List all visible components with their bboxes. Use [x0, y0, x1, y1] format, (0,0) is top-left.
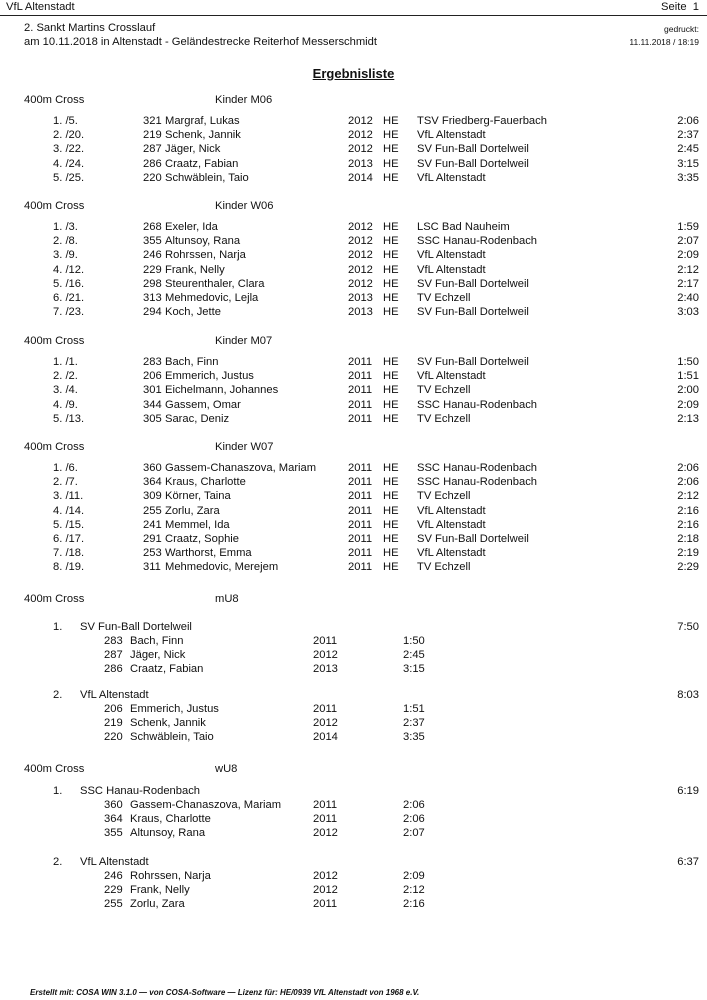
team-member-year: 2012: [313, 717, 338, 730]
result-bib: 287: [143, 143, 162, 156]
result-state: HE: [383, 370, 399, 383]
result-place: 8. /19.: [53, 561, 85, 574]
team-member-year: 2012: [313, 870, 338, 882]
result-place: 4. /12.: [53, 263, 85, 276]
result-club: VfL Altenstadt: [417, 171, 486, 184]
result-name: Frank, Nelly: [165, 263, 225, 276]
team-member-time: 1:51: [403, 703, 425, 715]
team-member-name: Kraus, Charlotte: [130, 813, 211, 826]
result-name: Warthorst, Emma: [165, 547, 252, 560]
team-member-bib: 246: [104, 870, 123, 882]
result-time: 3:35: [677, 171, 699, 184]
result-state: HE: [383, 561, 399, 574]
team-section-class: mU8: [215, 593, 239, 605]
team-member-time: 2:09: [403, 870, 425, 882]
result-time: 2:16: [677, 504, 699, 517]
team-section-class: wU8: [215, 763, 238, 775]
team-section-distance: 400m Cross: [24, 593, 85, 605]
team-member-time: 2:06: [403, 799, 425, 811]
result-club: SV Fun-Ball Dortelweil: [417, 143, 529, 156]
result-state: HE: [383, 235, 399, 248]
result-name: Mehmedovic, Merejem: [165, 561, 279, 574]
team-member-year: 2011: [313, 635, 338, 647]
result-state: HE: [383, 504, 399, 517]
result-bib: 294: [143, 306, 162, 319]
result-place: 5. /13.: [53, 412, 85, 425]
section-distance: 400m Cross: [24, 94, 85, 106]
footer-credit: Erstellt mit: COSA WIN 3.1.0 — von COSA-Software — Lizenz für: HE/0939 VfL Altenstadt von 1968 e.V.: [30, 988, 420, 997]
team-member-bib: 229: [104, 884, 123, 897]
result-year: 2011: [348, 476, 373, 489]
result-club: VfL Altenstadt: [417, 263, 486, 276]
result-place: 2. /7.: [53, 476, 78, 489]
result-year: 2012: [348, 221, 373, 233]
result-club: VfL Altenstadt: [417, 518, 486, 531]
result-state: HE: [383, 143, 399, 156]
result-time: 2:17: [677, 277, 699, 290]
result-state: HE: [383, 533, 399, 545]
result-name: Steurenthaler, Clara: [165, 277, 265, 290]
result-year: 2011: [348, 533, 373, 545]
team-member-time: 3:15: [403, 663, 425, 676]
result-place: 6. /17.: [53, 533, 85, 545]
result-bib: 311: [143, 561, 161, 574]
result-name: Mehmedovic, Lejla: [165, 292, 259, 304]
printed-date: 11.11.2018 / 18:19: [629, 37, 699, 47]
result-time: 2:09: [677, 249, 699, 262]
result-time: 2:19: [677, 547, 699, 560]
result-place: 4. /24.: [53, 157, 85, 170]
result-place: 2. /8.: [53, 235, 78, 248]
result-time: 2:07: [677, 235, 699, 248]
page-label: Seite: [661, 1, 687, 13]
team-member-name: Rohrssen, Narja: [130, 870, 211, 882]
result-club: TV Echzell: [417, 561, 471, 574]
result-name: Memmel, Ida: [165, 518, 230, 531]
team-member-time: 2:06: [403, 813, 425, 826]
result-club: VfL Altenstadt: [417, 547, 486, 560]
result-bib: 355: [143, 235, 162, 248]
result-year: 2012: [348, 129, 373, 142]
printed-label: gedruckt:: [664, 24, 699, 34]
team-member-bib: 255: [104, 898, 123, 911]
result-club: SV Fun-Ball Dortelweil: [417, 356, 529, 368]
team-member-bib: 360: [104, 799, 123, 811]
team-member-name: Jäger, Nick: [130, 649, 186, 662]
result-state: HE: [383, 412, 399, 425]
section-distance: 400m Cross: [24, 335, 85, 347]
result-state: HE: [383, 292, 399, 304]
result-year: 2011: [348, 561, 373, 574]
result-place: 7. /18.: [53, 547, 85, 560]
result-bib: 298: [143, 277, 162, 290]
result-name: Emmerich, Justus: [165, 370, 254, 383]
result-name: Gassem-Chanaszova, Mariam: [165, 462, 317, 474]
result-bib: 301: [143, 384, 162, 397]
result-time: 1:51: [677, 370, 699, 383]
result-club: SV Fun-Ball Dortelweil: [417, 157, 529, 170]
team-place: 2.: [53, 689, 63, 701]
result-time: 2:16: [677, 518, 699, 531]
result-place: 3. /22.: [53, 143, 85, 156]
team-club: SV Fun-Ball Dortelweil: [80, 621, 192, 633]
result-bib: 219: [143, 129, 162, 142]
result-club: VfL Altenstadt: [417, 249, 486, 262]
result-bib: 321: [143, 115, 162, 127]
result-name: Craatz, Fabian: [165, 157, 239, 170]
team-member-name: Craatz, Fabian: [130, 663, 204, 676]
team-club: VfL Altenstadt: [80, 856, 149, 868]
result-state: HE: [383, 398, 399, 411]
section-class: Kinder M07: [215, 335, 273, 347]
result-time: 2:06: [677, 476, 699, 489]
result-name: Zorlu, Zara: [165, 504, 220, 517]
team-member-time: 2:07: [403, 827, 425, 840]
team-member-year: 2013: [313, 663, 338, 676]
result-state: HE: [383, 221, 399, 233]
page-number: 1: [692, 1, 699, 13]
result-place: 1. /1.: [53, 356, 78, 368]
result-time: 2:13: [677, 412, 699, 425]
team-member-time: 2:12: [403, 884, 425, 897]
result-state: HE: [383, 306, 399, 319]
header-club: VfL Altenstadt: [6, 1, 75, 13]
team-member-year: 2011: [313, 898, 338, 911]
header-rule: [0, 15, 707, 16]
result-state: HE: [383, 129, 399, 142]
team-member-year: 2012: [313, 884, 338, 897]
result-year: 2012: [348, 249, 373, 262]
team-member-name: Zorlu, Zara: [130, 898, 185, 911]
result-year: 2011: [348, 412, 373, 425]
team-member-name: Bach, Finn: [130, 635, 184, 647]
result-place: 4. /14.: [53, 504, 85, 517]
result-state: HE: [383, 263, 399, 276]
team-place: 1.: [53, 621, 63, 633]
result-club: VfL Altenstadt: [417, 129, 486, 142]
result-name: Eichelmann, Johannes: [165, 384, 279, 397]
result-place: 3. /11.: [53, 490, 84, 503]
result-place: 7. /23.: [53, 306, 85, 319]
team-member-year: 2011: [313, 813, 338, 826]
result-year: 2011: [348, 384, 373, 397]
result-state: HE: [383, 490, 399, 503]
result-year: 2011: [348, 398, 373, 411]
result-club: LSC Bad Nauheim: [417, 221, 510, 233]
page-indicator: [661, 0, 699, 14]
result-name: Altunsoy, Rana: [165, 235, 241, 248]
team-section-distance: 400m Cross: [24, 763, 85, 775]
team-member-year: 2012: [313, 649, 338, 662]
result-club: TSV Friedberg-Fauerbach: [417, 115, 547, 127]
result-club: VfL Altenstadt: [417, 504, 486, 517]
section-distance: 400m Cross: [24, 200, 85, 212]
team-member-name: Schwäblein, Taio: [130, 731, 214, 744]
result-time: 2:40: [677, 292, 699, 304]
team-total: 8:03: [677, 689, 699, 701]
result-time: 2:06: [677, 115, 699, 127]
team-member-time: 3:35: [403, 731, 425, 744]
result-name: Koch, Jette: [165, 306, 221, 319]
result-year: 2013: [348, 306, 373, 319]
team-club: SSC Hanau-Rodenbach: [80, 785, 201, 797]
result-club: VfL Altenstadt: [417, 370, 486, 383]
team-member-bib: 206: [104, 703, 123, 715]
result-bib: 313: [143, 292, 162, 304]
result-time: 2:45: [677, 143, 699, 156]
result-place: 2. /2.: [53, 370, 78, 383]
result-place: 5. /15.: [53, 518, 85, 531]
result-time: 2:29: [677, 561, 699, 574]
result-time: 2:09: [677, 398, 699, 411]
result-club: SV Fun-Ball Dortelweil: [417, 277, 529, 290]
result-club: SV Fun-Ball Dortelweil: [417, 533, 529, 545]
result-time: 1:50: [677, 356, 699, 368]
result-bib: 241: [143, 518, 162, 531]
result-bib: 206: [143, 370, 162, 383]
result-state: HE: [383, 157, 399, 170]
result-state: HE: [383, 249, 399, 262]
result-bib: 309: [143, 490, 162, 503]
result-bib: 220: [143, 171, 162, 184]
result-year: 2013: [348, 157, 373, 170]
result-year: 2011: [348, 547, 373, 560]
result-year: 2011: [348, 504, 373, 517]
result-name: Körner, Taina: [165, 490, 231, 503]
result-year: 2011: [348, 356, 373, 368]
result-year: 2011: [348, 462, 373, 474]
event-details: am 10.11.2018 in Altenstadt - Geländestrecke Reiterhof Messerschmidt: [24, 36, 378, 48]
team-member-year: 2012: [313, 827, 338, 840]
result-year: 2011: [348, 370, 373, 383]
result-year: 2012: [348, 277, 373, 290]
result-club: SSC Hanau-Rodenbach: [417, 398, 538, 411]
result-club: TV Echzell: [417, 412, 471, 425]
result-state: HE: [383, 171, 399, 184]
result-bib: 246: [143, 249, 162, 262]
result-time: 3:15: [677, 157, 699, 170]
result-bib: 286: [143, 157, 162, 170]
result-place: 5. /25.: [53, 171, 85, 184]
result-year: 2011: [348, 518, 373, 531]
team-total: 6:37: [677, 856, 699, 868]
team-place: 1.: [53, 785, 63, 797]
result-state: HE: [383, 115, 399, 127]
team-member-time: 2:16: [403, 898, 425, 911]
result-name: Schwäblein, Taio: [165, 171, 249, 184]
result-name: Schenk, Jannik: [165, 129, 241, 142]
result-bib: 253: [143, 547, 162, 560]
result-name: Margraf, Lukas: [165, 115, 240, 127]
result-state: HE: [383, 547, 399, 560]
team-member-bib: 364: [104, 813, 123, 826]
team-member-name: Frank, Nelly: [130, 884, 190, 897]
section-class: Kinder M06: [215, 94, 273, 106]
result-state: HE: [383, 476, 399, 489]
result-year: 2011: [348, 490, 373, 503]
result-name: Jäger, Nick: [165, 143, 221, 156]
result-year: 2012: [348, 235, 373, 248]
result-state: HE: [383, 356, 399, 368]
result-year: 2013: [348, 292, 373, 304]
team-member-name: Gassem-Chanaszova, Mariam: [130, 799, 282, 811]
result-name: Sarac, Deniz: [165, 412, 230, 425]
team-member-year: 2011: [313, 799, 338, 811]
result-time: 2:00: [677, 384, 699, 397]
result-year: 2012: [348, 115, 373, 127]
team-member-name: Schenk, Jannik: [130, 717, 206, 730]
result-time: 2:12: [677, 263, 699, 276]
team-member-bib: 355: [104, 827, 123, 840]
team-member-time: 1:50: [403, 635, 425, 647]
team-member-time: 2:37: [403, 717, 425, 730]
result-name: Gassem, Omar: [165, 398, 241, 411]
team-member-year: 2014: [313, 731, 338, 744]
team-member-bib: 287: [104, 649, 123, 662]
result-place: 6. /21.: [53, 292, 85, 304]
result-club: SSC Hanau-Rodenbach: [417, 476, 538, 489]
result-place: 1. /6.: [53, 462, 78, 474]
result-bib: 255: [143, 504, 162, 517]
result-club: SSC Hanau-Rodenbach: [417, 235, 538, 248]
section-distance: 400m Cross: [24, 441, 85, 453]
team-member-time: 2:45: [403, 649, 425, 662]
team-club: VfL Altenstadt: [80, 689, 149, 701]
result-place: 5. /16.: [53, 277, 85, 290]
result-place: 3. /4.: [53, 384, 78, 397]
result-year: 2012: [348, 263, 373, 276]
result-name: Exeler, Ida: [165, 221, 218, 233]
section-class: Kinder W07: [215, 441, 274, 453]
result-name: Rohrssen, Narja: [165, 249, 246, 262]
result-bib: 360: [143, 462, 162, 474]
result-year: 2012: [348, 143, 373, 156]
team-member-bib: 220: [104, 731, 123, 744]
result-club: SSC Hanau-Rodenbach: [417, 462, 538, 474]
result-name: Craatz, Sophie: [165, 533, 240, 545]
result-club: TV Echzell: [417, 490, 471, 503]
team-member-bib: 219: [104, 717, 123, 730]
result-state: HE: [383, 384, 399, 397]
result-state: HE: [383, 462, 399, 474]
result-name: Kraus, Charlotte: [165, 476, 246, 489]
section-class: Kinder W06: [215, 200, 274, 212]
result-time: 2:37: [677, 129, 699, 142]
result-bib: 268: [143, 221, 162, 233]
result-place: 1. /3.: [53, 221, 78, 233]
result-time: 1:59: [677, 221, 699, 233]
result-place: 3. /9.: [53, 249, 78, 262]
result-place: 1. /5.: [53, 115, 78, 127]
result-time: 2:18: [677, 533, 699, 545]
result-bib: 305: [143, 412, 162, 425]
result-year: 2014: [348, 171, 373, 184]
result-bib: 364: [143, 476, 162, 489]
result-time: 2:12: [677, 490, 699, 503]
result-time: 2:06: [677, 462, 699, 474]
result-club: TV Echzell: [417, 384, 471, 397]
result-bib: 344: [143, 398, 162, 411]
result-bib: 291: [143, 533, 162, 545]
result-club: TV Echzell: [417, 292, 471, 304]
result-name: Bach, Finn: [165, 356, 219, 368]
team-member-bib: 283: [104, 635, 123, 647]
result-place: 4. /9.: [53, 398, 78, 411]
page-title: Ergebnisliste: [312, 66, 395, 81]
result-bib: 229: [143, 263, 162, 276]
team-place: 2.: [53, 856, 63, 868]
result-bib: 283: [143, 356, 162, 368]
team-member-year: 2011: [313, 703, 338, 715]
result-state: HE: [383, 518, 399, 531]
event-title: 2. Sankt Martins Crosslauf: [24, 22, 156, 34]
result-time: 3:03: [677, 306, 699, 319]
result-place: 2. /20.: [53, 129, 85, 142]
team-total: 6:19: [677, 785, 699, 797]
result-club: SV Fun-Ball Dortelweil: [417, 306, 529, 319]
team-member-bib: 286: [104, 663, 123, 676]
team-member-name: Emmerich, Justus: [130, 703, 219, 715]
team-total: 7:50: [677, 621, 699, 633]
result-state: HE: [383, 277, 399, 290]
team-member-name: Altunsoy, Rana: [130, 827, 206, 840]
